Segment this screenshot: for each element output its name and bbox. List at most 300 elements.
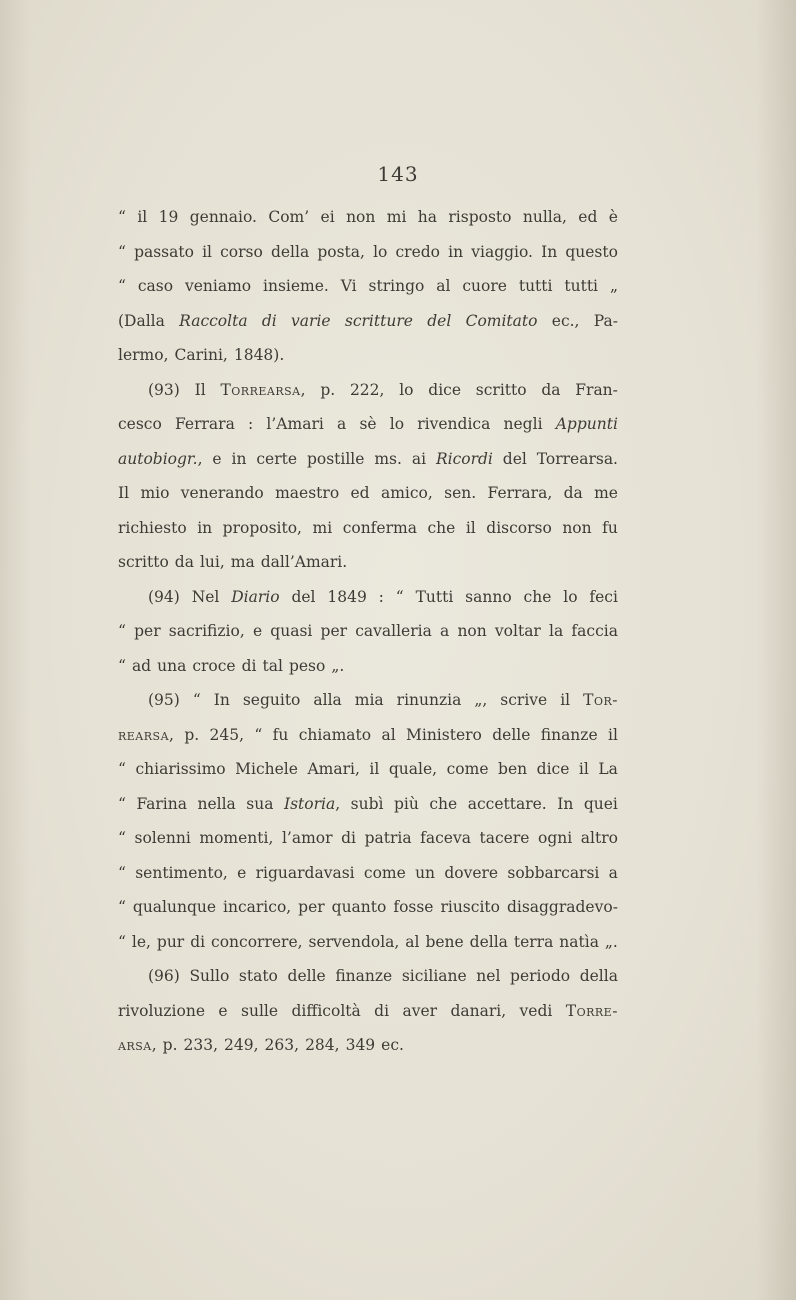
word	[429, 787, 457, 822]
word	[557, 787, 573, 822]
word-segment: tutti	[518, 277, 553, 295]
word	[135, 856, 228, 891]
word	[390, 407, 404, 442]
word	[560, 683, 570, 718]
word-segment: al	[381, 725, 396, 744]
text-line	[118, 994, 618, 1029]
word-segment: Ferrara,	[487, 484, 553, 502]
word	[364, 856, 406, 891]
word-segment: in	[231, 449, 247, 468]
word	[337, 407, 346, 442]
word-segment: mi	[312, 518, 333, 537]
word-segment: (95)	[148, 691, 180, 709]
word-segment: sè	[359, 415, 377, 433]
word-segment: “	[395, 587, 404, 606]
text-line	[118, 269, 618, 304]
text-line	[118, 545, 618, 580]
word	[305, 1028, 340, 1063]
word	[313, 683, 341, 718]
word	[594, 476, 618, 511]
word	[417, 407, 490, 442]
word	[232, 442, 247, 477]
word	[537, 752, 570, 787]
word-segment: ha	[417, 208, 438, 226]
word-segment: peso	[288, 656, 326, 675]
word	[307, 752, 359, 787]
word	[474, 683, 487, 718]
word-segment: Fran-	[575, 380, 618, 399]
word	[412, 442, 426, 477]
word-segment: ,	[169, 725, 174, 744]
word	[341, 821, 356, 856]
word	[566, 994, 618, 1029]
word	[214, 683, 230, 718]
word	[436, 442, 493, 477]
word	[273, 718, 289, 753]
word	[169, 614, 245, 649]
word	[351, 476, 370, 511]
word-segment: credo	[395, 242, 441, 261]
word-segment: da	[541, 380, 561, 399]
word	[399, 373, 413, 408]
word-segment: “	[118, 760, 126, 778]
word-segment: faceva	[420, 829, 471, 847]
word-segment: „	[609, 277, 618, 295]
word-segment: „,	[474, 691, 488, 709]
word-segment: e	[212, 449, 222, 468]
word-segment: discorso	[486, 518, 552, 537]
word	[317, 235, 365, 270]
word-segment: l’amor	[281, 829, 333, 847]
word-segment: „.	[331, 656, 345, 675]
word-segment: il	[369, 760, 380, 778]
word	[471, 235, 533, 270]
word	[218, 994, 227, 1029]
word-segment: Comitato	[465, 311, 538, 330]
word-segment: nel	[476, 967, 501, 985]
word	[507, 890, 618, 925]
word-segment: scritto	[475, 380, 527, 399]
word	[583, 683, 618, 718]
word	[118, 994, 205, 1029]
word-segment: a	[608, 863, 618, 882]
word	[468, 787, 547, 822]
word-segment: 1848).	[233, 346, 285, 364]
word	[134, 235, 194, 270]
word-segment: il	[560, 691, 571, 709]
word	[195, 373, 206, 408]
word	[118, 718, 174, 753]
word	[524, 580, 552, 615]
word-segment: Farina	[136, 794, 187, 813]
word	[418, 200, 437, 235]
text-line	[118, 959, 618, 994]
word	[405, 925, 419, 960]
word-segment: terra	[513, 932, 554, 951]
word	[157, 925, 184, 960]
word-segment: Torrearsa	[220, 380, 301, 399]
word	[223, 511, 302, 546]
word-segment: del	[502, 449, 527, 468]
word-segment: ,	[335, 794, 341, 813]
word-segment: 19	[158, 208, 179, 226]
word-segment: disaggradevo-	[506, 898, 618, 916]
word-segment: Tor-	[583, 691, 618, 709]
word-segment: “	[118, 863, 126, 882]
word-segment: “	[118, 898, 126, 916]
word-segment: al	[436, 277, 451, 295]
word	[179, 304, 247, 339]
word	[163, 1028, 178, 1063]
word-segment: (Dalla	[118, 311, 165, 330]
word-segment: il	[465, 518, 476, 537]
word-segment: dice	[536, 760, 570, 778]
word-segment: del	[291, 587, 316, 606]
word-segment: p.	[320, 380, 336, 399]
word-segment: che	[429, 794, 458, 813]
word-segment: arsa	[118, 1036, 152, 1054]
word-segment: della	[469, 932, 508, 951]
word	[268, 200, 309, 235]
word	[440, 614, 449, 649]
word-segment: la	[549, 622, 564, 640]
word	[373, 235, 387, 270]
word-segment: 222,	[349, 380, 385, 399]
word	[379, 580, 384, 615]
word-segment: ,	[151, 1036, 157, 1054]
word-segment: Pa-	[593, 311, 618, 330]
word	[118, 821, 126, 856]
word	[609, 200, 618, 235]
word-segment: e	[252, 622, 263, 640]
word-segment: accettare.	[467, 794, 547, 813]
word-segment: delle	[287, 967, 326, 985]
word-segment: ed	[578, 208, 598, 226]
word	[313, 511, 333, 546]
word-segment: 233,	[183, 1036, 219, 1054]
word-segment: amico,	[380, 484, 433, 502]
word	[486, 511, 552, 546]
word	[242, 649, 257, 684]
text-line	[118, 200, 618, 235]
word	[321, 200, 335, 235]
word	[393, 890, 433, 925]
word	[148, 580, 180, 615]
word-segment: finanze	[540, 725, 598, 744]
word-segment: scritto	[118, 553, 169, 571]
word-segment: per	[320, 622, 348, 640]
word-segment: 1849	[327, 587, 367, 606]
word	[263, 269, 329, 304]
word	[402, 959, 467, 994]
word	[415, 856, 435, 891]
word	[450, 994, 506, 1029]
word-segment: tal	[262, 656, 283, 675]
word	[465, 580, 512, 615]
word-segment: è	[608, 208, 618, 226]
text-line	[118, 890, 618, 925]
word	[602, 511, 618, 546]
text-line	[118, 821, 618, 856]
word-segment: fosse	[393, 898, 434, 916]
word	[200, 545, 225, 580]
word	[609, 856, 618, 891]
word	[118, 890, 126, 925]
word	[495, 614, 541, 649]
word-segment: dice	[428, 380, 462, 399]
word	[584, 787, 618, 822]
word-segment: 263,	[264, 1036, 300, 1054]
word-segment: “	[254, 725, 263, 744]
word-segment: non	[457, 622, 487, 640]
word-segment: p.	[162, 1036, 178, 1054]
word	[578, 200, 597, 235]
word-segment: periodo	[510, 967, 571, 985]
page-edge-shadow-right	[756, 0, 796, 1300]
word	[118, 856, 126, 891]
word-segment: In	[557, 794, 574, 813]
word-segment: Torre-	[565, 1001, 618, 1020]
word	[327, 580, 366, 615]
word	[262, 304, 277, 339]
word-segment: lo	[563, 587, 578, 606]
word	[381, 718, 395, 753]
word	[132, 649, 151, 684]
word-segment: scrive	[500, 691, 548, 709]
word-segment: per	[298, 898, 325, 916]
word	[448, 235, 463, 270]
word	[202, 235, 212, 270]
word-segment: ec.,	[551, 311, 580, 330]
word-segment: “	[118, 208, 126, 226]
word-segment: posta,	[317, 242, 365, 261]
word-segment: proposito,	[222, 518, 302, 537]
word-segment: alla	[313, 691, 342, 709]
word	[184, 1028, 219, 1063]
word-segment: lo	[399, 380, 414, 399]
word	[190, 925, 205, 960]
word-segment: Ricordi	[435, 449, 493, 468]
word	[291, 304, 331, 339]
word	[470, 925, 508, 960]
text-line	[118, 787, 618, 822]
word	[466, 304, 538, 339]
word-segment: servendola,	[308, 932, 400, 951]
word-segment: “	[118, 277, 126, 295]
word-segment: riuscito	[440, 898, 500, 916]
word-segment: cuore	[462, 277, 507, 295]
word	[299, 718, 371, 753]
word-segment: altro	[580, 829, 618, 847]
word	[118, 407, 162, 442]
word-segment: Vi	[340, 277, 357, 295]
word-segment: ,	[197, 449, 203, 468]
word-segment: 245,	[209, 725, 245, 744]
word-segment: postille	[306, 449, 365, 468]
word	[291, 580, 315, 615]
word	[224, 1028, 259, 1063]
word	[462, 269, 507, 304]
word-segment: pur	[156, 932, 185, 951]
word	[118, 752, 126, 787]
word-segment: (94)	[148, 587, 180, 606]
word	[118, 925, 126, 960]
word	[135, 752, 225, 787]
word	[331, 649, 344, 684]
word	[416, 580, 454, 615]
word	[190, 200, 257, 235]
text-line	[118, 407, 618, 442]
word	[199, 821, 273, 856]
word-segment: feci	[589, 587, 618, 606]
word	[541, 235, 557, 270]
word	[402, 994, 437, 1029]
word	[355, 683, 384, 718]
word	[335, 959, 392, 994]
word	[406, 718, 482, 753]
word	[118, 304, 165, 339]
word	[263, 649, 283, 684]
word	[118, 1028, 157, 1063]
word	[261, 545, 347, 580]
word	[466, 511, 476, 546]
word-segment: incarico,	[223, 898, 292, 916]
word-segment: quasi	[270, 622, 313, 640]
word-segment: di	[261, 311, 277, 330]
word-segment: ad	[131, 656, 152, 675]
word	[575, 373, 618, 408]
word	[374, 442, 402, 477]
word-segment: che	[523, 587, 552, 606]
word-segment: venerando	[180, 484, 264, 502]
word	[118, 338, 169, 373]
word-segment: il	[607, 725, 618, 744]
word-segment: qualunque	[132, 898, 217, 916]
word	[197, 511, 212, 546]
word-segment: riguardavasi	[255, 863, 355, 882]
word	[598, 752, 618, 787]
word	[571, 614, 618, 649]
word-segment: quanto	[331, 898, 387, 916]
word-segment: Sullo	[189, 967, 230, 985]
word-segment: le,	[131, 932, 151, 951]
text-line	[118, 856, 618, 891]
word	[397, 683, 462, 718]
word	[243, 683, 301, 718]
word	[427, 304, 451, 339]
word	[118, 476, 129, 511]
word-segment: del	[427, 311, 452, 330]
word-segment: vedi	[519, 1001, 553, 1020]
word-segment: sen.	[444, 484, 477, 502]
word	[346, 1028, 376, 1063]
word-segment: quale,	[388, 760, 438, 778]
word	[428, 373, 461, 408]
word-segment: natìa	[559, 932, 599, 951]
text-line	[118, 476, 618, 511]
word	[559, 925, 599, 960]
word	[211, 925, 303, 960]
word	[579, 752, 589, 787]
word	[275, 476, 339, 511]
word-segment: ei	[320, 208, 335, 226]
word	[237, 856, 246, 891]
word-segment: difficoltà	[291, 1001, 361, 1020]
word-segment: Torrearsa.	[536, 449, 618, 468]
word-segment: Amari,	[307, 760, 360, 778]
word-segment: ed	[350, 484, 370, 502]
word-segment: varie	[291, 311, 331, 330]
word-segment: sentimento,	[135, 863, 228, 882]
word	[500, 683, 547, 718]
word	[118, 614, 126, 649]
word	[447, 752, 489, 787]
word-segment: stato	[238, 967, 278, 985]
word-segment: Michele	[235, 760, 298, 778]
word-segment: il	[202, 242, 212, 261]
word	[118, 442, 203, 477]
word	[159, 200, 179, 235]
word	[332, 890, 387, 925]
word	[256, 856, 355, 891]
word-segment: danari,	[450, 1001, 507, 1020]
word	[369, 752, 379, 787]
word	[270, 614, 312, 649]
word-segment: mia	[354, 691, 384, 709]
word-segment: “	[192, 691, 201, 709]
word	[231, 545, 255, 580]
word	[241, 994, 278, 1029]
word	[374, 994, 389, 1029]
word	[480, 821, 530, 856]
word	[396, 235, 441, 270]
word	[193, 683, 201, 718]
word-segment: nulla,	[522, 208, 567, 226]
word	[140, 476, 169, 511]
word	[565, 235, 618, 270]
word-segment: caso	[137, 277, 174, 295]
word	[556, 407, 618, 442]
word	[320, 373, 335, 408]
word-segment: seguito	[242, 691, 301, 709]
word	[610, 269, 618, 304]
word-segment: il	[578, 760, 589, 778]
word-segment: in	[197, 518, 213, 537]
word	[118, 511, 187, 546]
word	[538, 821, 572, 856]
word	[136, 787, 187, 822]
word-segment: scritture	[344, 311, 413, 330]
text-line	[118, 649, 618, 684]
word-segment: (93)	[148, 380, 180, 399]
word	[284, 787, 340, 822]
word	[133, 890, 216, 925]
word	[580, 959, 618, 994]
word-segment: Il	[194, 380, 206, 399]
word-segment: ben	[498, 760, 528, 778]
text-line	[118, 752, 618, 787]
text-line	[118, 338, 618, 373]
text-line	[118, 373, 618, 408]
word-segment: In	[213, 691, 230, 709]
word-segment: sobbarcarsi	[507, 863, 600, 882]
word-segment: “	[118, 829, 126, 847]
text-line	[118, 925, 618, 960]
word-segment: da	[174, 553, 194, 571]
word-segment: richiesto	[118, 518, 187, 537]
word	[148, 959, 180, 994]
word	[175, 407, 235, 442]
